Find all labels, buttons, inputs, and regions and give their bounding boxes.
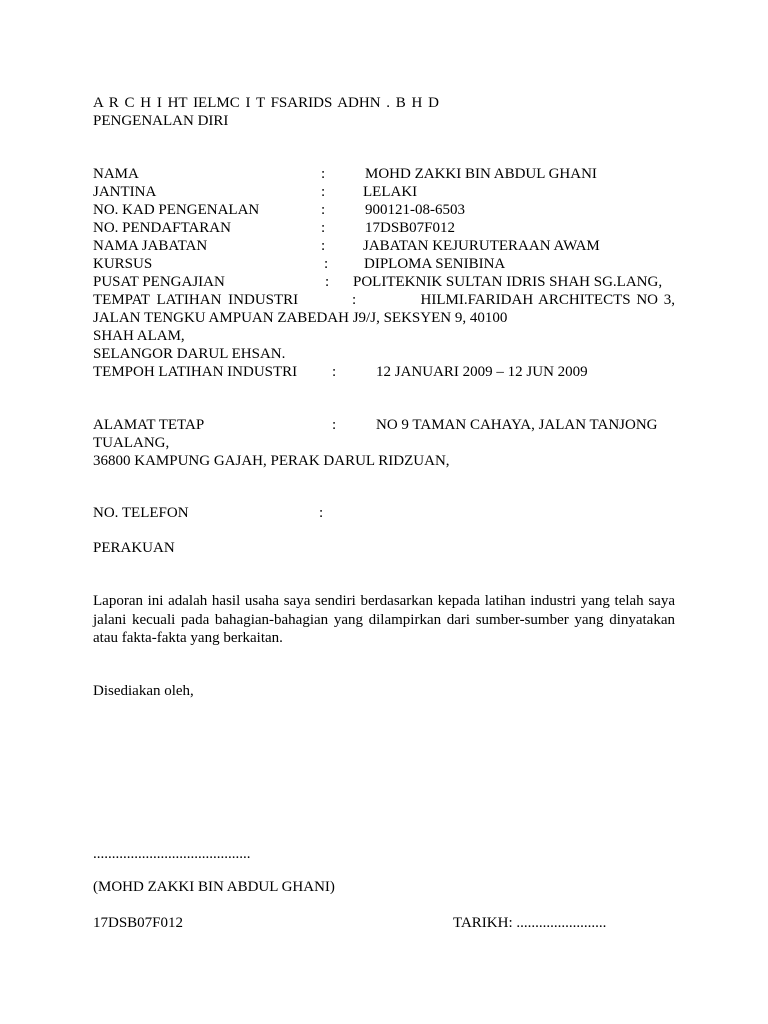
field-tempat-latihan [93, 291, 675, 309]
field-kad-pengenalan [93, 201, 675, 219]
field-label: NO. PENDAFTARAN [93, 220, 231, 236]
field-colon: : [321, 166, 326, 182]
field-label: NO. KAD PENGENALAN [93, 202, 260, 218]
field-colon: : [324, 256, 329, 272]
signature-line: .......................................... [93, 846, 251, 862]
field-label: NO. TELEFON [93, 505, 189, 521]
field-telefon [93, 504, 675, 522]
field-kursus [93, 255, 675, 273]
field-value: JABATAN KEJURUTERAAN AWAM [363, 238, 600, 254]
field-value: POLITEKNIK SULTAN IDRIS SHAH SG.LANG, [353, 274, 663, 290]
field-nama-jabatan [93, 237, 675, 255]
field-label: KURSUS [93, 256, 153, 272]
company-name: A R C H I HT IELMC I T FSARIDS ADHN . B H D [93, 95, 439, 111]
field-value: 17DSB07F012 [365, 220, 456, 236]
alamat-line-3: 36800 KAMPUNG GAJAH, PERAK DARUL RIDZUAN, [93, 453, 450, 469]
field-value: LELAKI [363, 184, 418, 200]
field-value: HILMI.FARIDAH ARCHITECTS NO 3, [420, 292, 675, 308]
field-alamat-tetap [93, 416, 675, 434]
signatory-name: (MOHD ZAKKI BIN ABDUL GHANI) [93, 879, 335, 895]
field-label: NAMA JABATAN [93, 238, 208, 254]
field-label: NAMA [93, 166, 139, 182]
field-tempoh-latihan [93, 363, 675, 381]
section-title: PENGENALAN DIRI [93, 113, 229, 129]
field-label: TEMPOH LATIHAN INDUSTRI [93, 364, 298, 380]
field-value: 900121-08-6503 [365, 202, 465, 218]
field-colon: : [321, 238, 326, 254]
field-colon: : [332, 364, 337, 380]
field-value: NO 9 TAMAN CAHAYA, JALAN TANJONG [376, 417, 658, 433]
field-colon: : [325, 274, 330, 290]
field-label: JANTINA [93, 184, 157, 200]
perakuan-title: PERAKUAN [93, 540, 175, 556]
alamat-line-2: TUALANG, [93, 435, 170, 451]
field-colon: : [321, 202, 326, 218]
field-label: ALAMAT TETAP [93, 417, 205, 433]
field-pusat-pengajian [93, 273, 675, 291]
field-colon: : [319, 505, 324, 521]
registration-number: 17DSB07F012 [93, 915, 184, 931]
field-value: MOHD ZAKKI BIN ABDUL GHANI [365, 166, 597, 182]
field-label: PUSAT PENGAJIAN [93, 274, 225, 290]
field-label: TEMPAT LATIHAN INDUSTRI [93, 292, 299, 308]
field-colon: : [352, 292, 357, 308]
field-value: DIPLOMA SENIBINA [364, 256, 506, 272]
field-pendaftaran [93, 219, 675, 237]
field-jantina [93, 183, 675, 201]
tempat-address-line-2: JALAN TENGKU AMPUAN ZABEDAH J9/J, SEKSYEN 9, 40100 [93, 310, 508, 326]
prepared-by: Disediakan oleh, [93, 683, 194, 699]
tempat-address-line-4: SELANGOR DARUL EHSAN. [93, 346, 286, 362]
field-colon: : [321, 184, 326, 200]
field-nama [93, 165, 675, 183]
date-field: TARIKH: ........................ [453, 915, 607, 931]
field-value: 12 JANUARI 2009 – 12 JUN 2009 [376, 364, 588, 380]
field-colon: : [321, 220, 326, 236]
field-colon: : [332, 417, 337, 433]
perakuan-text: Laporan ini adalah hasil usaha saya sendiri berdasarkan kepada latihan industri yang telah saya jalani kecuali pada bahagian-bahagian yang dilampirkan dari sumber-sumber yang dinyatakan atau fakta-fakta yang berkaitan. [93, 593, 675, 646]
tempat-address-line-3: SHAH ALAM, [93, 328, 185, 344]
